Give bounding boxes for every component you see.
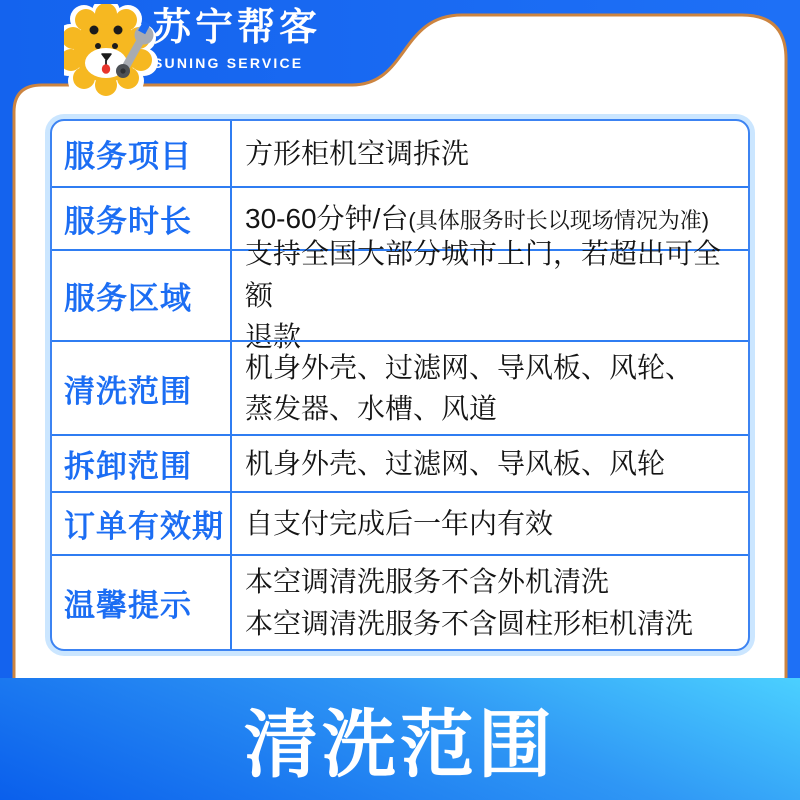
duration-main: 30-60分钟/台 — [245, 202, 409, 234]
row-label: 温馨提示 — [52, 556, 232, 649]
header — [0, 0, 800, 90]
brand-name-en: SUNING SERVICE — [153, 54, 304, 71]
table-row-service-item — [52, 121, 748, 186]
content-line: 机身外壳、过滤网、导风板、风轮、 — [245, 351, 694, 383]
content-line: 本空调清洗服务不含外机清洗 — [245, 566, 610, 598]
content-line: 蒸发器、水槽、风道 — [245, 393, 498, 424]
table-row-disassembly-scope — [52, 434, 748, 491]
row-content — [232, 238, 748, 353]
table-row-warm-tips — [52, 554, 748, 649]
table-row-service-area — [52, 238, 748, 353]
content-line: 机身外壳、过滤网、导风板、风轮 — [245, 447, 666, 479]
row-label: 拆卸范围 — [52, 436, 232, 491]
table-row-cleaning-scope — [52, 340, 748, 434]
footer-band — [0, 678, 800, 800]
content-line: 方形柜机空调拆洗 — [245, 137, 470, 169]
footer-section-title: 清洗范围 — [244, 703, 556, 786]
row-label: 服务区域 — [52, 251, 232, 340]
lion-wrench-icon — [64, 4, 164, 96]
row-label: 服务时长 — [52, 188, 232, 249]
row-content — [232, 342, 748, 434]
content-line: 退款 — [245, 321, 302, 353]
row-label: 订单有效期 — [52, 493, 232, 554]
row-content — [232, 436, 748, 491]
service-info-table — [50, 119, 750, 651]
row-content — [232, 493, 748, 554]
brand-name-cn: 苏宁帮客 — [153, 7, 322, 49]
content-line: 自支付完成后一年内有效 — [245, 507, 554, 539]
row-content — [232, 121, 748, 186]
row-content — [232, 556, 748, 649]
content-line: 本空调清洗服务不含圆柱形柜机清洗 — [245, 607, 694, 639]
table-row-order-validity — [52, 491, 748, 554]
row-label: 服务项目 — [52, 121, 232, 186]
brand-text-block — [153, 8, 321, 71]
row-label: 清洗范围 — [52, 342, 232, 434]
content-line: 支持全国大部分城市上门，若超出可全额 — [245, 238, 722, 311]
duration-note: (具体服务时长以现场情况为准) — [408, 207, 710, 233]
